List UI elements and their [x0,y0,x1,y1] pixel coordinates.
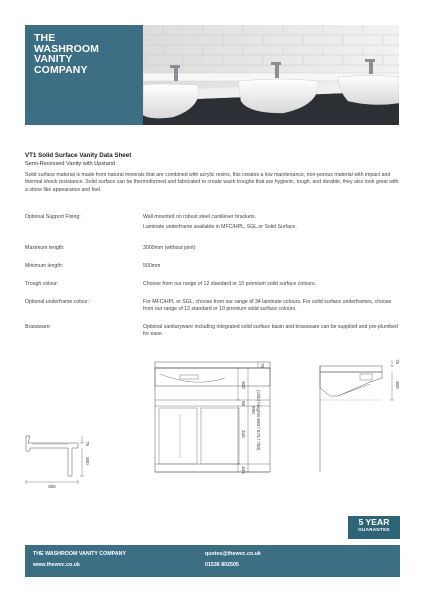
logo-line: WASHROOM [34,42,99,55]
technical-drawings [20,348,405,498]
page-title: VT1 Solid Surface Vanity Data Sheet [25,152,132,159]
spec-value: Choose from our range of 12 standard or 10 premium solid surface colours. [143,281,317,287]
company-logo [25,25,143,125]
logo-line: THE [34,32,56,44]
footer-email-link[interactable]: quotes@thewvc.co.uk [205,551,261,557]
dim-right-height: 300 [395,381,400,389]
dim-front-upstand: 75 [260,363,265,369]
dim-front-50: 50 [241,401,246,407]
spec-label: Optional underframe colour: [25,299,90,305]
spec-value-line: Laminate underframe available in MFC/HPL, SGL or Solid Surface. [143,224,297,231]
dim-left-depth: 355 [48,484,56,489]
dim-left-height: 300 [85,457,90,465]
spec-label: Maximum length: [25,245,65,251]
dim-front-child-heights: (child heights 600 / 675 / 750) [256,390,261,451]
spec-value: For MFC/HPL or SGL, choose from our range of 34 laminate colours. For solid surface underframes, choose from our range of 12 standard or 10 premium solid surface colours. [143,299,392,313]
guarantee-years: 5 YEAR [358,517,390,527]
spec-label: Brassware: [25,324,51,330]
spec-value [143,214,401,232]
guarantee-badge [348,516,400,539]
spec-label: Minimum length: [25,263,64,269]
logo-text [34,33,134,75]
spec-value-line: Wall mounted on robust steel cantilever brackets. [143,214,257,220]
spec-value: Optional sanitaryware including integrated solid surface basin and brassware can be supplied and pre-plumbed for ease. [143,324,398,338]
spec-label: Optional Support Fixing: [25,214,81,220]
product-photo [143,25,399,125]
logo-line: COMPANY [34,63,88,76]
footer-website-link[interactable]: www.thewvc.co.uk [33,562,80,568]
side-section-drawing [320,360,394,472]
dim-front-105: 105 [241,466,246,474]
dim-left-upstand: 75 [85,441,90,447]
footer-company: THE WASHROOM VANITY COMPANY [33,551,126,557]
vanity-photo-illustration [143,25,399,125]
technical-drawing-svg [20,348,405,498]
side-profile-drawing [26,436,84,484]
guarantee-label: GUARANTEE [358,527,390,532]
footer-bar [25,545,400,577]
logo-line: VANITY [34,53,73,65]
front-elevation-drawing [155,362,270,472]
dim-front-total: 890 [251,406,256,414]
dim-front-300: 300 [241,381,246,389]
footer-phone: 01536 802505 [205,562,239,568]
spec-value: 3000mm (without joint) [143,245,196,251]
page-subtitle: Semi-Recessed Vanity with Upstand [25,161,116,167]
dim-front-340: 340 [241,430,246,438]
dim-right-upstand: 75 [395,359,400,365]
intro-paragraph: Solid surface material is made from natural minerals that are combined with acrylic resins, this creates a low maintenance, non-porous material with impact and thermal shock resistance. Solid surface can be thermoformed and fabricated to create wash troughs that are hygienic, tough, and durable, they also look great with a stone like appearance and feel. [25,172,399,193]
spec-value: 500mm [143,263,161,269]
spec-label: Trough colour: [25,281,59,287]
